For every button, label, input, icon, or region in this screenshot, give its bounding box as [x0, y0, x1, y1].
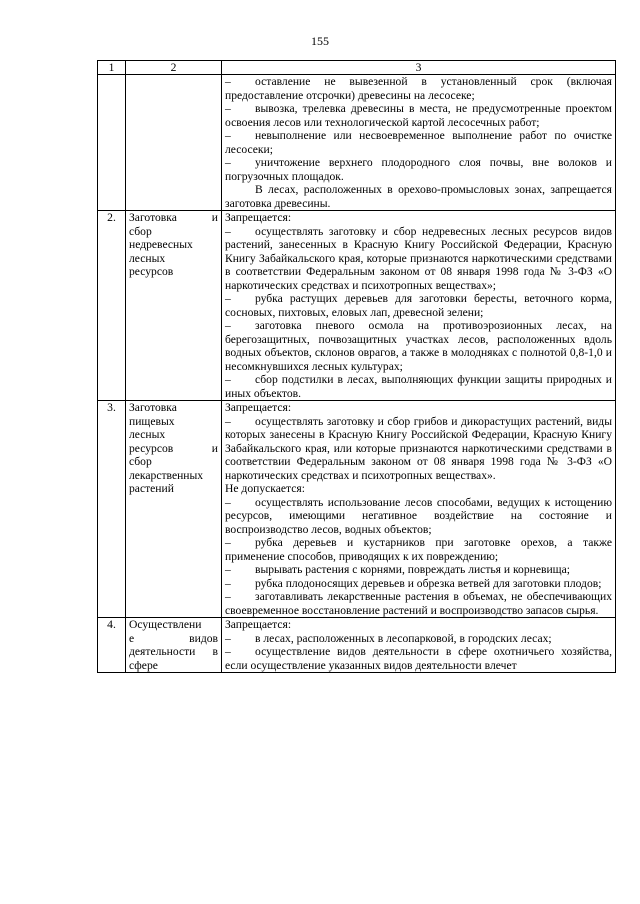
dash-bullet: – [225, 373, 231, 386]
activity-name-line: е видов [129, 631, 218, 645]
restriction-text: невыполнение или несвоевременное выполнение работ по очистке лесосеки; [225, 129, 612, 156]
header-col-2: 2 [126, 61, 222, 75]
table-header-row [98, 61, 616, 75]
restriction-heading [225, 482, 612, 496]
restrictions-cell [222, 75, 616, 211]
restriction-item [225, 577, 612, 591]
restriction-text: рубка плодоносящих деревьев и обрезка ветвей для заготовки плодов; [255, 576, 602, 590]
restriction-text: заготовка пневого осмола на противоэрозионных лесах, на берегозащитных, почвозащитных участках лесов, расположенных вдоль водных объектов, склонов оврагов, а также в молодняках с полнотой 0,8-1,0 и несомкнувшихся лесных культурах; [225, 319, 612, 373]
restrictions-cell [222, 618, 616, 673]
activity-name-line: Заготовка [129, 401, 177, 414]
activity-name-line: недревесных [129, 238, 193, 251]
restrictions-cell [222, 211, 616, 401]
restriction-item [225, 102, 612, 129]
restriction-text: Запрещается: [225, 618, 292, 631]
dash-bullet: – [225, 536, 231, 549]
restriction-item [225, 632, 612, 646]
dash-bullet: – [225, 156, 231, 169]
activity-name-line: пищевых [129, 414, 175, 428]
activity-name-line: сфере [129, 658, 158, 672]
header-col-1: 1 [98, 61, 126, 75]
dash-bullet: – [225, 102, 231, 115]
dash-bullet: – [225, 495, 231, 509]
activity-name-line: лесных [129, 428, 166, 441]
restriction-text: оставление не вывезенной в установленный срок (включая предоставление отсрочки) древесины на лесосеке; [225, 75, 612, 102]
dash-bullet: – [225, 224, 231, 238]
restriction-item [225, 373, 612, 400]
restriction-item [225, 536, 612, 563]
restriction-item [225, 156, 612, 183]
restriction-text: осуществлять заготовку и сбор грибов и дикорастущих растений, виды которых занесены в Красную Книгу Российской Федерации, Красную Книгу Забайкальского края, или которые признаются наркотическими средствами в соответствии Федеральным законом от 08 января 1998 года № 3-ФЗ «О наркотических средствах и психотропных веществах». [225, 414, 612, 482]
activity-name-line: лекарственных [129, 468, 204, 482]
dash-bullet: – [225, 563, 231, 576]
activity-name-line: деятельности в [129, 645, 218, 658]
dash-bullet: – [225, 576, 231, 590]
activity-name-line: Заготовка и [129, 211, 218, 224]
dash-bullet: – [225, 590, 231, 603]
restriction-item [225, 415, 612, 483]
restriction-item [225, 225, 612, 293]
restriction-heading [225, 618, 612, 632]
activity-name-line: ресурсов [129, 265, 174, 278]
activity-name-line: растений [129, 482, 174, 495]
restriction-text: в лесах, расположенных в лесопарковой, в городских лесах; [255, 631, 552, 645]
restriction-text: Запрещается: [225, 401, 292, 414]
row-number: 2. [98, 211, 126, 401]
activity-name-line: сбор [129, 224, 152, 238]
document-table [97, 60, 616, 673]
restriction-text: Запрещается: [225, 211, 292, 224]
restriction-text: вырывать растения с корнями, повреждать листья и корневища; [255, 563, 570, 576]
restriction-item [225, 645, 612, 672]
restriction-text: Не допускается: [225, 482, 305, 495]
dash-bullet: – [225, 319, 231, 332]
restriction-heading [225, 401, 612, 415]
activity-name [126, 401, 222, 618]
page-number: 155 [311, 34, 329, 48]
dash-bullet: – [225, 292, 231, 305]
activity-name [126, 75, 222, 211]
row-number [98, 75, 126, 211]
dash-bullet: – [225, 129, 231, 142]
restriction-text: осуществлять использование лесов способами, ведущих к истощению ресурсов, имеющими негативное воздействие на состояние и воспроизводство лесов, водных объектов; [225, 495, 612, 536]
restriction-heading [225, 211, 612, 225]
activity-name-line: ресурсов и [129, 441, 218, 455]
dash-bullet: – [225, 645, 231, 658]
row-number: 4. [98, 618, 126, 673]
restriction-text: заготавливать лекарственные растения в объемах, не обеспечивающих своевременное восстановление растений и воспроизводство запасов сырья. [225, 590, 612, 617]
activity-name [126, 211, 222, 401]
activity-name-line: Осуществлени [129, 618, 202, 631]
table-row [98, 401, 616, 618]
restriction-item [225, 319, 612, 373]
dash-bullet: – [225, 414, 231, 428]
restriction-text: вывозка, трелевка древесины в места, не предусмотренные проектом освоения лесов или технологической картой лесосечных работ; [225, 102, 612, 129]
restriction-item [225, 563, 612, 577]
table-body [98, 75, 616, 673]
restriction-text: В лесах, расположенных в орехово-промысловых зонах, запрещается заготовка древесины. [225, 183, 612, 210]
restriction-item [225, 496, 612, 537]
activity-name [126, 618, 222, 673]
restriction-text: рубка растущих деревьев для заготовки бересты, веточного корма, сосновых, пихтовых, еловых лап, древесной зелени; [225, 292, 612, 319]
row-number: 3. [98, 401, 126, 618]
restriction-item [225, 292, 612, 319]
restriction-heading [225, 183, 612, 210]
table-row [98, 211, 616, 401]
dash-bullet: – [225, 631, 231, 645]
activity-name-line: сбор [129, 455, 152, 468]
restriction-item [225, 129, 612, 156]
restriction-item [225, 590, 612, 617]
restriction-text: сбор подстилки в лесах, выполняющих функции защиты природных и иных объектов. [225, 373, 612, 400]
header-col-3: 3 [222, 61, 616, 75]
restriction-text: осуществлять заготовку и сбор недревесных лесных ресурсов видов растений, занесенных в Красную Книгу Российской Федерации, Красную Книгу Забайкальского края, которые признаются наркотическими средствами в соответствии Федеральным законом от 08 января 1998 года № 3-ФЗ «О наркотических средствах и психотропных веществах»; [225, 224, 612, 292]
table-row [98, 618, 616, 673]
restriction-item [225, 75, 612, 102]
restriction-text: уничтожение верхнего плодородного слоя почвы, вне волоков и погрузочных площадок. [225, 156, 612, 183]
restriction-text: осуществление видов деятельности в сфере охотничьего хозяйства, если осуществление указанных видов деятельности влечет [225, 645, 612, 672]
restrictions-cell [222, 401, 616, 618]
activity-name-line: лесных [129, 251, 166, 265]
table-row [98, 75, 616, 211]
dash-bullet: – [225, 75, 231, 88]
restriction-text: рубка деревьев и кустарников при заготовке орехов, а также применение способов, приводящих к их повреждению; [225, 536, 612, 563]
